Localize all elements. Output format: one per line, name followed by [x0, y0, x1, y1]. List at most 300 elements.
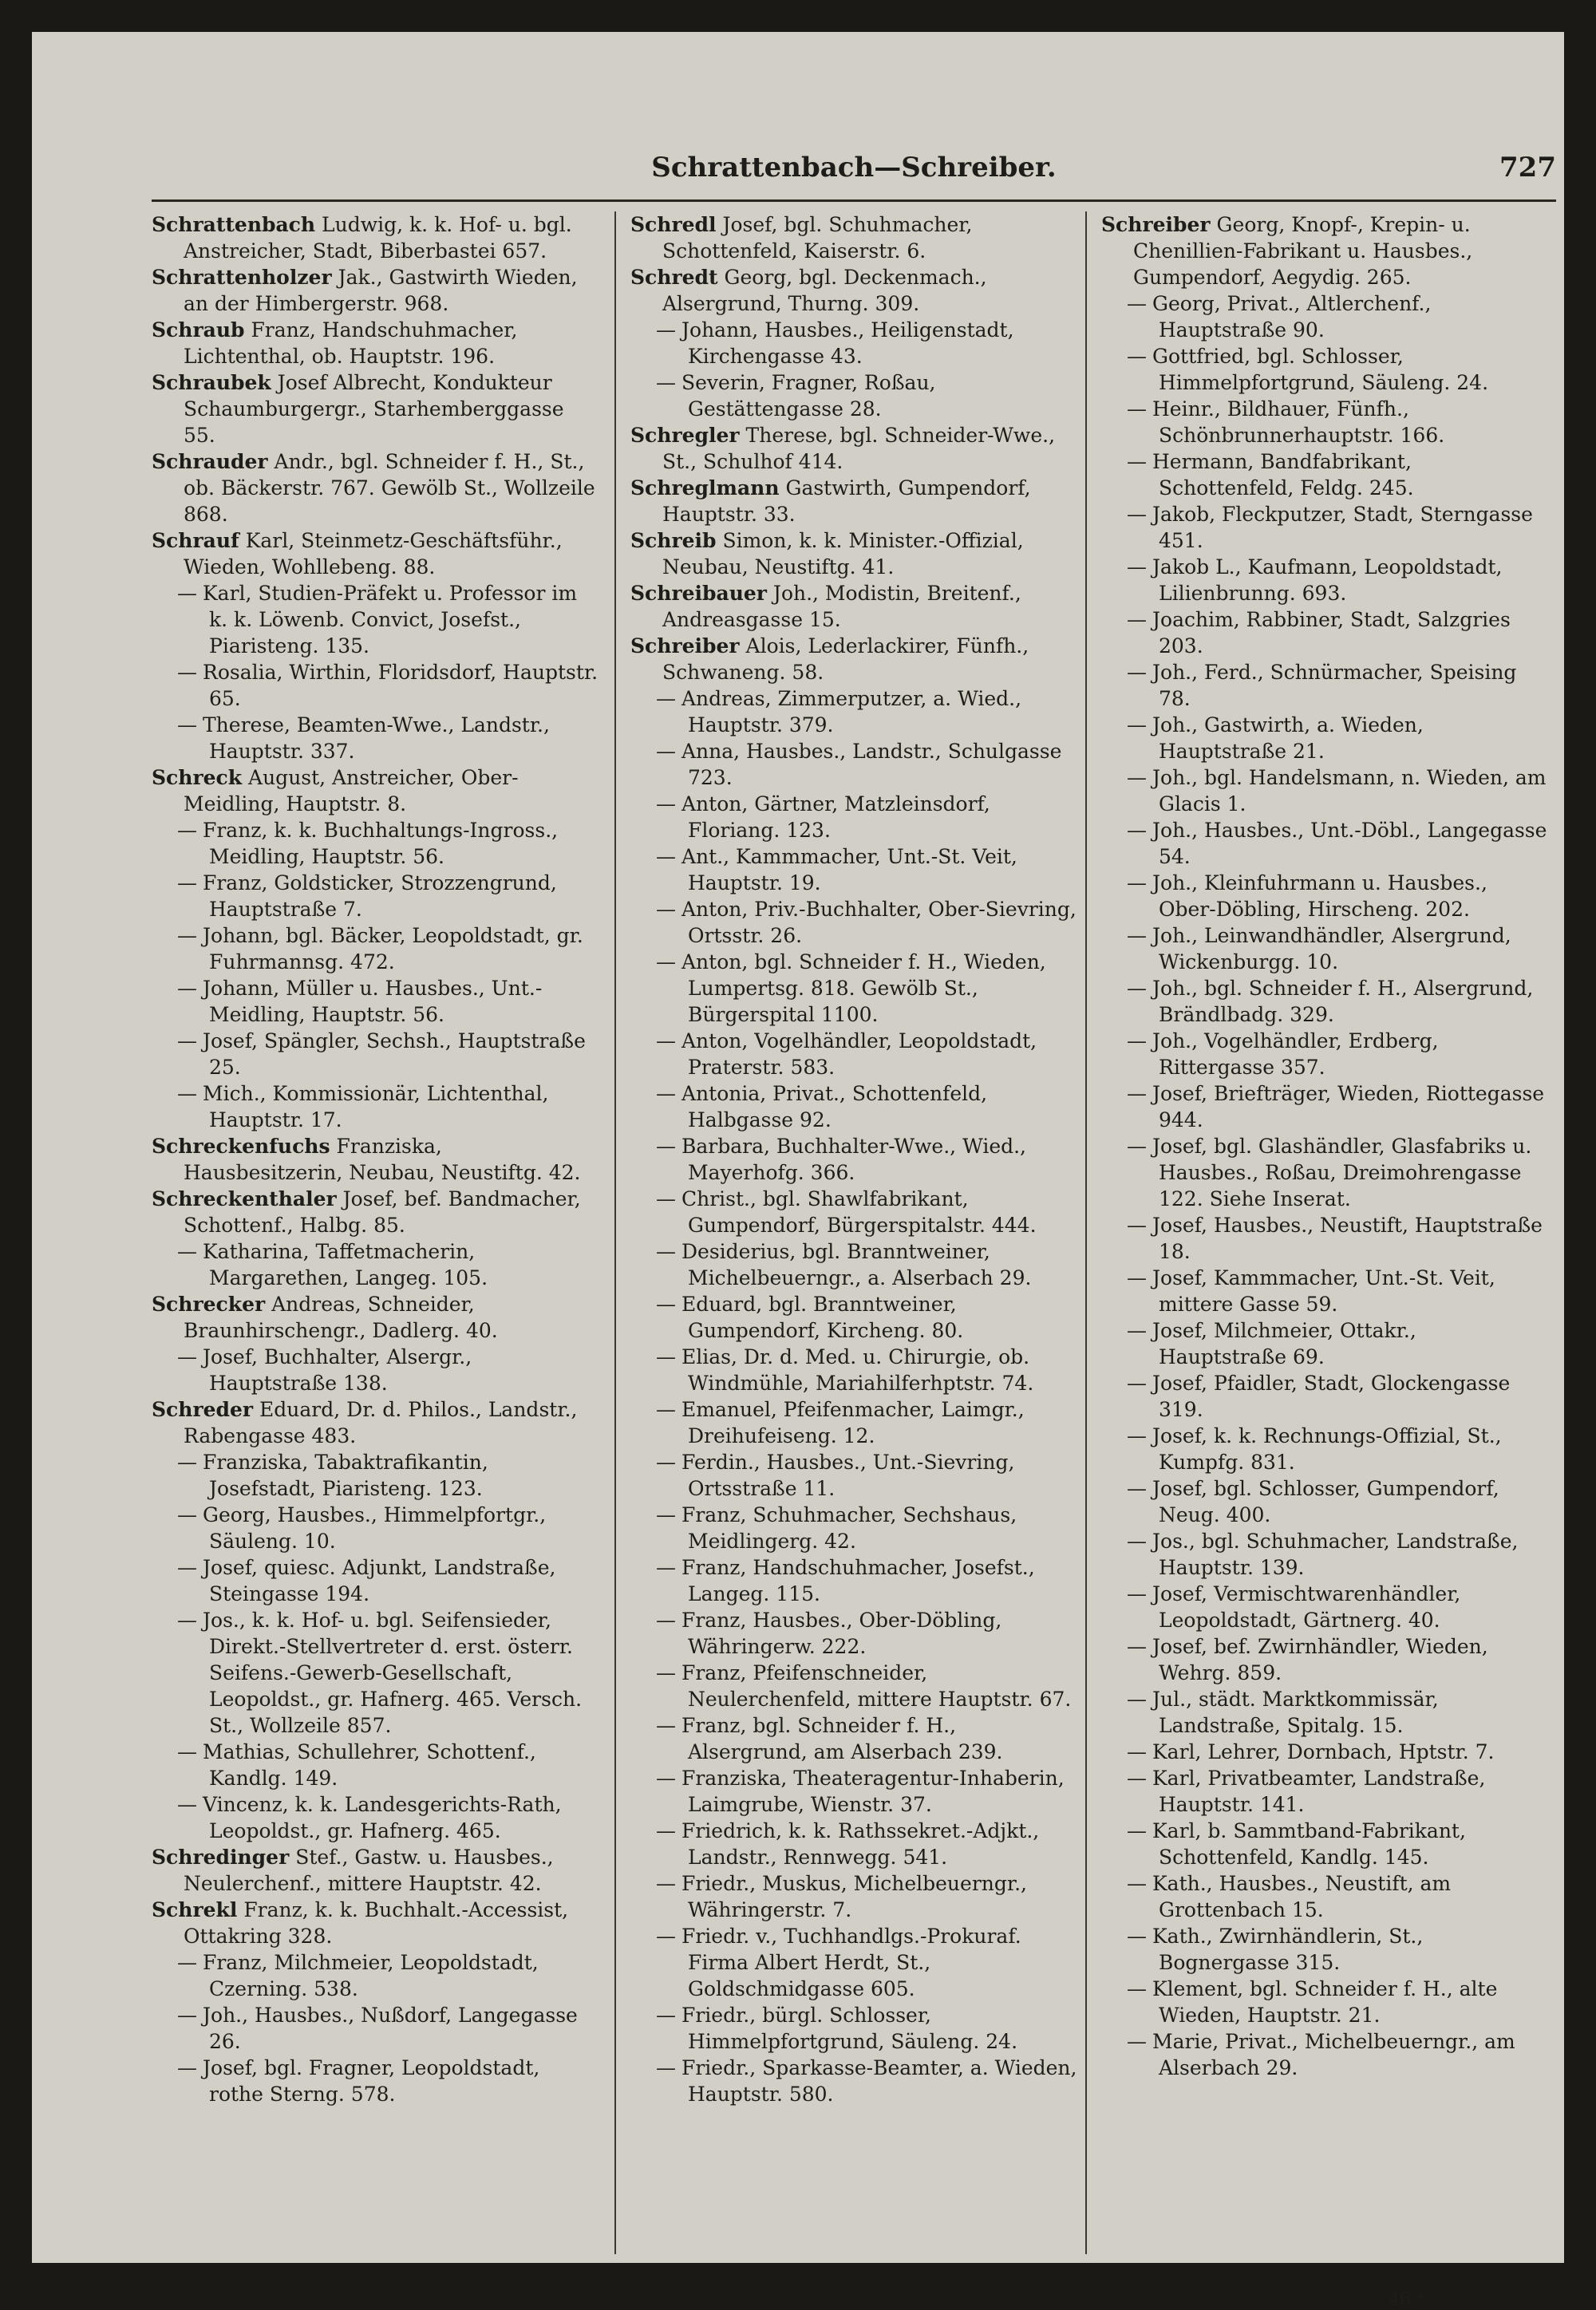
- directory-entry: [630, 2055, 1077, 2107]
- entry-text: Joh., Leinwandhändler, Alsergrund, Wickenburgg. 10.: [1152, 924, 1511, 973]
- entry-text: Josef Albrecht, Kondukteur Schaumburgergr., Starhemberggasse 55.: [184, 371, 564, 447]
- ditto-dash: —: [177, 1609, 197, 1632]
- entry-text: Georg, Knopf-, Krepin- u. Chenillien-Fabrikant u. Hausbes., Gumpendorf, Aegydig. 265.: [1133, 213, 1473, 289]
- ditto-dash: —: [1127, 1688, 1147, 1711]
- entry-text: Franz, Handschuhmacher, Josefst., Langeg. 115.: [681, 1556, 1035, 1605]
- entry-text: Johann, Müller u. Hausbes., Unt.-Meidling, Hauptstr. 56.: [203, 977, 543, 1026]
- ditto-dash: —: [177, 819, 197, 842]
- ditto-dash: —: [1127, 1082, 1147, 1105]
- entry-text: Josef, Pfaidler, Stadt, Glockengasse 319.: [1152, 1372, 1511, 1421]
- directory-entry: [1101, 1528, 1548, 1581]
- ditto-dash: —: [177, 1503, 197, 1526]
- entry-text: Mich., Kommissionär, Lichtenthal, Hauptstr. 17.: [203, 1082, 549, 1131]
- entry-surname: Schredl: [630, 213, 717, 236]
- entry-text: Franz, k. k. Buchhaltungs-Ingross., Meidling, Hauptstr. 56.: [203, 819, 559, 868]
- entry-text: Josef, bgl. Schuhmacher, Schottenfeld, Kaiserstr. 6.: [662, 213, 973, 263]
- entry-text: Johann, bgl. Bäcker, Leopoldstadt, gr. Fuhrmannsg. 472.: [203, 924, 583, 973]
- ditto-dash: —: [656, 1029, 676, 1052]
- entry-text: Rosalia, Wirthin, Floridsdorf, Hauptstr. 65.: [203, 661, 598, 710]
- entry-text: Franz, bgl. Schneider f. H., Alsergrund, am Alserbach 239.: [681, 1714, 1003, 1763]
- directory-entry: [1101, 501, 1548, 554]
- ditto-dash: —: [1127, 1029, 1147, 1052]
- ditto-dash: —: [177, 582, 197, 605]
- entry-text: Jul., städt. Marktkommissär, Landstraße, Spitalg. 15.: [1152, 1688, 1439, 1737]
- entry-text: Georg, bgl. Deckenmach., Alsergrund, Thurng. 309.: [662, 266, 987, 315]
- ditto-dash: —: [177, 1740, 197, 1763]
- directory-entry: [1101, 1818, 1548, 1870]
- directory-entry: [630, 1186, 1077, 1238]
- entry-text: Friedr. v., Tuchhandlgs.-Prokuraf. Firma Albert Herdt, St., Goldschmidgasse 605.: [681, 1925, 1021, 2000]
- directory-entry: [152, 1186, 598, 1238]
- entry-text: Josef, Buchhalter, Alsergr., Hauptstraße 138.: [203, 1345, 472, 1395]
- entry-text: Josef, k. k. Rechnungs-Offizial, St., Kumpfg. 831.: [1152, 1424, 1502, 1474]
- ditto-dash: —: [656, 1925, 676, 1948]
- ditto-dash: —: [1127, 1266, 1147, 1289]
- directory-entry: [630, 896, 1077, 949]
- entry-surname: Schraub: [152, 318, 245, 342]
- entry-surname: Schrekl: [152, 1898, 238, 1921]
- directory-entry: [152, 1344, 598, 1396]
- entry-text: Karl, Lehrer, Dornbach, Hptstr. 7.: [1152, 1740, 1495, 1763]
- entry-text: Ludwig, k. k. Hof- u. bgl. Anstreicher, Stadt, Biberbastei 657.: [184, 213, 572, 263]
- column-divider: [1085, 211, 1087, 2254]
- directory-entry: [630, 949, 1077, 1028]
- ditto-dash: —: [656, 1819, 676, 1842]
- directory-entry: [152, 1791, 598, 1844]
- ditto-dash: —: [177, 2056, 197, 2079]
- entry-surname: Schrauf: [152, 529, 239, 552]
- ditto-dash: —: [1127, 555, 1147, 578]
- entry-text: Eduard, bgl. Branntweiner, Gumpendorf, Kircheng. 80.: [681, 1293, 964, 1342]
- entry-text: Josef, bgl. Fragner, Leopoldstadt, rothe Sterng. 578.: [203, 2056, 540, 2106]
- directory-entry: [630, 580, 1077, 633]
- ditto-dash: —: [1127, 713, 1147, 736]
- entry-surname: Schredt: [630, 266, 718, 289]
- entry-text: Joh., Vogelhändler, Erdberg, Rittergasse 357.: [1152, 1029, 1439, 1079]
- directory-entry: [1101, 1028, 1548, 1080]
- directory-entry: [630, 1607, 1077, 1660]
- entry-text: Franz, Hausbes., Ober-Döbling, Währingerw. 222.: [681, 1609, 1002, 1658]
- column-1: [152, 211, 598, 2254]
- entry-surname: Schrattenholzer: [152, 266, 332, 289]
- directory-entry: [1101, 975, 1548, 1028]
- directory-entry: [630, 369, 1077, 422]
- directory-entry: [1101, 1633, 1548, 1686]
- entry-text: Joachim, Rabbiner, Stadt, Salzgries 203.: [1152, 608, 1511, 657]
- ditto-dash: —: [177, 977, 197, 1000]
- directory-entry: [152, 369, 598, 448]
- directory-entry: [1101, 1976, 1548, 2028]
- ditto-dash: —: [1127, 1977, 1147, 2000]
- entry-text: Friedr., Sparkasse-Beamter, a. Wieden, Hauptstr. 580.: [681, 2056, 1077, 2106]
- entry-text: Antonia, Privat., Schottenfeld, Halbgasse 92.: [681, 1082, 988, 1131]
- entry-text: Josef, bgl. Glashändler, Glasfabriks u. Hausbes., Roßau, Dreimohrengasse 122. Siehe Inserat.: [1152, 1135, 1532, 1210]
- ditto-dash: —: [656, 1714, 676, 1737]
- ditto-dash: —: [1127, 1424, 1147, 1447]
- entry-surname: Schreckenfuchs: [152, 1135, 330, 1158]
- entry-text: Andr., bgl. Schneider f. H., St., ob. Bäckerstr. 767. Gewölb St., Wollzeile 868.: [184, 450, 595, 526]
- ditto-dash: —: [656, 950, 676, 973]
- ditto-dash: —: [656, 1609, 676, 1632]
- directory-entry: [630, 211, 1077, 264]
- directory-entry: [1101, 1265, 1548, 1317]
- entry-text: Franziska, Theateragentur-Inhaberin, Laimgrube, Wienstr. 37.: [681, 1767, 1065, 1816]
- signature-mark: 46 *: [1389, 2290, 1425, 2310]
- directory-entry: [630, 317, 1077, 369]
- directory-entry: [630, 1818, 1077, 1870]
- directory-entry: [630, 1396, 1077, 1449]
- ditto-dash: —: [1127, 819, 1147, 842]
- ditto-dash: —: [656, 1187, 676, 1210]
- entry-text: Christ., bgl. Shawlfabrikant, Gumpendorf, Bürgerspitalstr. 444.: [681, 1187, 1037, 1237]
- entry-text: Georg, Hausbes., Himmelpfortgr., Säuleng. 10.: [203, 1503, 547, 1553]
- directory-entry: [152, 1897, 598, 1949]
- directory-entry: [152, 2002, 598, 2055]
- directory-entry: [152, 1502, 598, 1554]
- entry-text: Jak., Gastwirth Wieden, an der Himbergerstr. 968.: [184, 266, 578, 315]
- directory-entry: [630, 1923, 1077, 2002]
- directory-entry: [1101, 396, 1548, 448]
- entry-text: Vincenz, k. k. Landesgerichts-Rath, Leopoldst., gr. Hafnerg. 465.: [203, 1793, 562, 1842]
- entry-text: Jakob, Fleckputzer, Stadt, Sterngasse 451.: [1152, 503, 1533, 552]
- ditto-dash: —: [1127, 871, 1147, 894]
- directory-entry: [630, 1238, 1077, 1291]
- entry-surname: Schreiber: [630, 634, 740, 657]
- directory-entry: [152, 1739, 598, 1791]
- ditto-dash: —: [1127, 450, 1147, 473]
- ditto-dash: —: [1127, 1214, 1147, 1237]
- ditto-dash: —: [177, 1345, 197, 1368]
- directory-entry: [152, 712, 598, 764]
- entry-text: Franziska, Tabaktrafikantin, Josefstadt, Piaristeng. 123.: [203, 1451, 488, 1500]
- entry-text: Therese, bgl. Schneider-Wwe., St., Schulhof 414.: [662, 424, 1056, 473]
- directory-entry: [630, 1712, 1077, 1765]
- entry-text: Gastwirth, Gumpendorf, Hauptstr. 33.: [662, 476, 1031, 526]
- entry-surname: Schreibauer: [630, 582, 767, 605]
- ditto-dash: —: [177, 1240, 197, 1263]
- ditto-dash: —: [656, 1451, 676, 1474]
- entry-text: Karl, Privatbeamter, Landstraße, Hauptstr. 141.: [1152, 1767, 1486, 1816]
- entry-text: Ant., Kammmacher, Unt.-St. Veit, Hauptstr. 19.: [681, 845, 1017, 894]
- directory-entry: [152, 1133, 598, 1186]
- entry-text: August, Anstreicher, Ober-Meidling, Hauptstr. 8.: [184, 766, 519, 815]
- ditto-dash: —: [1127, 1740, 1147, 1763]
- directory-entry: [630, 422, 1077, 475]
- entry-text: Andreas, Zimmerputzer, a. Wied., Hauptstr. 379.: [681, 687, 1022, 736]
- directory-entry: [1101, 1370, 1548, 1423]
- entry-text: Friedrich, k. k. Rathssekret.-Adjkt., Landstr., Rennwegg. 541.: [681, 1819, 1040, 1869]
- directory-entry: [630, 264, 1077, 317]
- ditto-dash: —: [177, 871, 197, 894]
- directory-entry: [1101, 1475, 1548, 1528]
- entry-text: Franz, Milchmeier, Leopoldstadt, Czerning. 538.: [203, 1951, 539, 2000]
- directory-entry: [1101, 922, 1548, 975]
- directory-entry: [152, 922, 598, 975]
- directory-entry: [152, 264, 598, 317]
- entry-text: Katharina, Taffetmacherin, Margarethen, Langeg. 105.: [203, 1240, 488, 1289]
- directory-entry: [1101, 764, 1548, 817]
- entry-surname: Schregler: [630, 424, 740, 447]
- directory-entry: [1101, 554, 1548, 606]
- ditto-dash: —: [177, 1951, 197, 1974]
- entry-surname: Schreck: [152, 766, 243, 789]
- directory-entry: [630, 527, 1077, 580]
- entry-text: Joh., Modistin, Breitenf., Andreasgasse 15.: [662, 582, 1021, 631]
- entry-text: Franz, Schuhmacher, Sechshaus, Meidlingerg. 42.: [681, 1503, 1017, 1553]
- ditto-dash: —: [1127, 1135, 1147, 1158]
- ditto-dash: —: [656, 1503, 676, 1526]
- ditto-dash: —: [656, 1661, 676, 1684]
- entry-text: Franz, Pfeifenschneider, Neulerchenfeld, mittere Hauptstr. 67.: [681, 1661, 1072, 1711]
- directory-entry: [152, 1844, 598, 1897]
- entry-text: Alois, Lederlackirer, Fünfh., Schwaneng. 58.: [662, 634, 1029, 684]
- page-number: 727: [1499, 152, 1556, 184]
- directory-entry: [630, 1344, 1077, 1396]
- ditto-dash: —: [656, 1293, 676, 1316]
- directory-entry: [630, 738, 1077, 791]
- entry-text: Josef, bef. Bandmacher, Schottenf., Halbg. 85.: [184, 1187, 581, 1237]
- ditto-dash: —: [1127, 661, 1147, 684]
- column-divider: [614, 211, 616, 2254]
- ditto-dash: —: [656, 687, 676, 710]
- directory-entry: [152, 1949, 598, 2002]
- entry-text: Elias, Dr. d. Med. u. Chirurgie, ob. Windmühle, Mariahilferhptstr. 74.: [681, 1345, 1034, 1395]
- entry-text: Simon, k. k. Minister.-Offizial, Neubau, Neustiftg. 41.: [662, 529, 1024, 578]
- directory-entry: [1101, 1423, 1548, 1475]
- directory-entry: [1101, 606, 1548, 659]
- entry-surname: Schraubek: [152, 371, 271, 394]
- ditto-dash: —: [656, 1767, 676, 1790]
- entry-surname: Schrecker: [152, 1293, 266, 1316]
- entry-text: Josef, quiesc. Adjunkt, Landstraße, Steingasse 194.: [203, 1556, 556, 1605]
- entry-text: Josef, Spängler, Sechsh., Hauptstraße 25.: [203, 1029, 586, 1079]
- directory-entry: [152, 1291, 598, 1344]
- ditto-dash: —: [656, 898, 676, 921]
- directory-entry: [1101, 1317, 1548, 1370]
- header-rule: [152, 199, 1556, 202]
- entry-text: Kath., Zwirnhändlerin, St., Bognergasse 315.: [1152, 1925, 1424, 1974]
- entry-text: Kath., Hausbes., Neustift, am Grottenbach 15.: [1152, 1872, 1452, 1921]
- ditto-dash: —: [656, 1135, 676, 1158]
- directory-entry: [1101, 817, 1548, 870]
- directory-entry: [152, 1028, 598, 1080]
- entry-text: Jos., k. k. Hof- u. bgl. Seifensieder, Direkt.-Stellvertreter d. erst. österr. Seifens.-Gewerb-Gesellschaft, Leopoldst., gr. Hafnerg. 465. Versch. St., Wollzeile 857.: [203, 1609, 583, 1737]
- entry-text: Jakob L., Kaufmann, Leopoldstadt, Lilienbrunng. 693.: [1152, 555, 1503, 605]
- ditto-dash: —: [1127, 977, 1147, 1000]
- entry-text: Johann, Hausbes., Heiligenstadt, Kirchengasse 43.: [681, 318, 1014, 368]
- directory-entry: [1101, 1686, 1548, 1739]
- ditto-dash: —: [1127, 608, 1147, 631]
- entry-text: Gottfried, bgl. Schlosser, Himmelpfortgrund, Säuleng. 24.: [1152, 345, 1489, 394]
- entry-surname: Schreib: [630, 529, 717, 552]
- ditto-dash: —: [1127, 1819, 1147, 1842]
- directory-entry: [630, 1554, 1077, 1607]
- entry-text: Emanuel, Pfeifenmacher, Laimgr., Dreihufeiseng. 12.: [681, 1398, 1025, 1447]
- directory-entry: [152, 764, 598, 817]
- entry-surname: Schrauder: [152, 450, 268, 473]
- entry-text: Eduard, Dr. d. Philos., Landstr., Rabengasse 483.: [184, 1398, 578, 1447]
- directory-entry: [1101, 1080, 1548, 1133]
- column-3: [1101, 211, 1548, 2254]
- directory-entry: [1101, 290, 1548, 343]
- ditto-dash: —: [656, 371, 676, 394]
- entry-text: Marie, Privat., Michelbeuerngr., am Alserbach 29.: [1152, 2030, 1515, 2079]
- directory-entry: [152, 1080, 598, 1133]
- ditto-dash: —: [1127, 1372, 1147, 1395]
- directory-entry: [1101, 659, 1548, 712]
- ditto-dash: —: [656, 1872, 676, 1895]
- directory-entry: [1101, 1870, 1548, 1923]
- ditto-dash: —: [656, 1082, 676, 1105]
- ditto-dash: —: [656, 1345, 676, 1368]
- directory-entry: [630, 1080, 1077, 1133]
- ditto-dash: —: [656, 740, 676, 763]
- ditto-dash: —: [1127, 1925, 1147, 1948]
- ditto-dash: —: [656, 1398, 676, 1421]
- entry-surname: Schredinger: [152, 1846, 290, 1869]
- directory-entry: [630, 791, 1077, 843]
- running-title: Schrattenbach—Schreiber.: [651, 152, 1057, 184]
- entry-text: Joh., Gastwirth, a. Wieden, Hauptstraße 21.: [1152, 713, 1424, 763]
- ditto-dash: —: [177, 1029, 197, 1052]
- ditto-dash: —: [1127, 292, 1147, 315]
- entry-text: Mathias, Schullehrer, Schottenf., Kandlg. 149.: [203, 1740, 536, 1790]
- entry-surname: Schreder: [152, 1398, 254, 1421]
- ditto-dash: —: [1127, 1530, 1147, 1553]
- directory-entry: [630, 475, 1077, 527]
- entry-text: Josef, Milchmeier, Ottakr., Hauptstraße 69.: [1152, 1319, 1416, 1368]
- entry-text: Josef, Kammmacher, Unt.-St. Veit, mittere Gasse 59.: [1152, 1266, 1495, 1316]
- entry-surname: Schreiber: [1101, 213, 1211, 236]
- entry-text: Barbara, Buchhalter-Wwe., Wied., Mayerhofg. 366.: [681, 1135, 1027, 1184]
- directory-entry: [1101, 2028, 1548, 2081]
- directory-entry: [1101, 1923, 1548, 1976]
- entry-text: Therese, Beamten-Wwe., Landstr., Hauptstr. 337.: [203, 713, 550, 763]
- entry-text: Josef, bgl. Schlosser, Gumpendorf, Neug. 400.: [1152, 1477, 1499, 1526]
- directory-entry: [152, 580, 598, 659]
- ditto-dash: —: [656, 792, 676, 815]
- ditto-dash: —: [656, 2004, 676, 2027]
- ditto-dash: —: [177, 1556, 197, 1579]
- entry-text: Josef, Briefträger, Wieden, Riottegasse 944.: [1152, 1082, 1545, 1131]
- directory-entry: [1101, 343, 1548, 396]
- entry-text: Franziska, Hausbesitzerin, Neubau, Neustiftg. 42.: [184, 1135, 581, 1184]
- entry-text: Joh., bgl. Schneider f. H., Alsergrund, Brändlbadg. 329.: [1152, 977, 1534, 1026]
- entry-text: Klement, bgl. Schneider f. H., alte Wieden, Hauptstr. 21.: [1152, 1977, 1498, 2027]
- entry-surname: Schreglmann: [630, 476, 780, 500]
- entry-text: Friedr., Muskus, Michelbeuerngr., Währingerstr. 7.: [681, 1872, 1027, 1921]
- directory-entry: [152, 870, 598, 922]
- entry-text: Friedr., bürgl. Schlosser, Himmelpfortgrund, Säuleng. 24.: [681, 2004, 1018, 2053]
- entry-text: Franz, k. k. Buchhalt.-Accessist, Ottakring 328.: [184, 1898, 569, 1948]
- entry-text: Heinr., Bildhauer, Fünfh., Schönbrunnerhauptstr. 166.: [1152, 397, 1445, 447]
- entry-text: Joh., Kleinfuhrmann u. Hausbes., Ober-Döbling, Hirscheng. 202.: [1152, 871, 1487, 921]
- ditto-dash: —: [1127, 1477, 1147, 1500]
- directory-entry: [152, 1449, 598, 1502]
- entry-text: Joh., bgl. Handelsmann, n. Wieden, am Glacis 1.: [1152, 766, 1547, 815]
- directory-entry: [152, 1607, 598, 1739]
- ditto-dash: —: [1127, 397, 1147, 421]
- directory-entry: [1101, 448, 1548, 501]
- ditto-dash: —: [177, 713, 197, 736]
- directory-entry: [1101, 1212, 1548, 1265]
- directory-entry: [152, 1238, 598, 1291]
- entry-text: Anton, Vogelhändler, Leopoldstadt, Praterstr. 583.: [681, 1029, 1037, 1079]
- entry-text: Joh., Hausbes., Unt.-Döbl., Langegasse 54.: [1152, 819, 1547, 868]
- directory-entry: [1101, 1133, 1548, 1212]
- ditto-dash: —: [1127, 1767, 1147, 1790]
- entry-text: Karl, Steinmetz-Geschäftsführ., Wieden, Wohllebeng. 88.: [184, 529, 563, 578]
- entry-text: Jos., bgl. Schuhmacher, Landstraße, Hauptstr. 139.: [1152, 1530, 1519, 1579]
- directory-page: [32, 32, 1564, 2310]
- directory-entry: [630, 1660, 1077, 1712]
- directory-entry: [152, 2055, 598, 2107]
- ditto-dash: —: [1127, 1872, 1147, 1895]
- entry-text: Anton, Gärtner, Matzleinsdorf, Floriang. 123.: [681, 792, 990, 842]
- ditto-dash: —: [177, 1793, 197, 1816]
- directory-entry: [1101, 1581, 1548, 1633]
- entry-text: Karl, b. Sammtband-Fabrikant, Schottenfeld, Kandlg. 145.: [1152, 1819, 1466, 1869]
- ditto-dash: —: [177, 1082, 197, 1105]
- entry-text: Karl, Studien-Präfekt u. Professor im k. k. Löwenb. Convict, Josefst., Piaristeng. 135.: [203, 582, 578, 657]
- directory-entry: [152, 1396, 598, 1449]
- directory-entry: [630, 1765, 1077, 1818]
- directory-entry: [630, 685, 1077, 738]
- entry-text: Josef, Vermischtwarenhändler, Leopoldstadt, Gärtnerg. 40.: [1152, 1582, 1461, 1632]
- entry-surname: Schreckenthaler: [152, 1187, 337, 1210]
- directory-entry: [152, 659, 598, 712]
- directory-entry: [630, 1449, 1077, 1502]
- directory-entry: [152, 448, 598, 527]
- ditto-dash: —: [1127, 503, 1147, 526]
- entry-text: Desiderius, bgl. Branntweiner, Michelbeuerngr., a. Alserbach 29.: [681, 1240, 1032, 1289]
- entry-text: Anton, bgl. Schneider f. H., Wieden, Lumpertsg. 818. Gewölb St., Bürgerspital 1100.: [681, 950, 1046, 1026]
- entry-text: Joh., Ferd., Schnürmacher, Speising 78.: [1152, 661, 1517, 710]
- entry-text: Josef, bef. Zwirnhändler, Wieden, Wehrg. 859.: [1152, 1635, 1488, 1684]
- directory-entry: [152, 975, 598, 1028]
- directory-entry: [1101, 712, 1548, 764]
- ditto-dash: —: [656, 318, 676, 342]
- ditto-dash: —: [1127, 345, 1147, 368]
- ditto-dash: —: [177, 661, 197, 684]
- entry-text: Joh., Hausbes., Nußdorf, Langegasse 26.: [203, 2004, 578, 2053]
- entry-text: Josef, Hausbes., Neustift, Hauptstraße 18.: [1152, 1214, 1543, 1263]
- entry-text: Ferdin., Hausbes., Unt.-Sievring, Ortsstraße 11.: [681, 1451, 1015, 1500]
- entry-text: Anton, Priv.-Buchhalter, Ober-Sievring, Ortsstr. 26.: [681, 898, 1077, 947]
- directory-entry: [152, 817, 598, 870]
- directory-entry: [1101, 870, 1548, 922]
- entry-text: Andreas, Schneider, Braunhirschengr., Dadlerg. 40.: [184, 1293, 498, 1342]
- entry-text: Franz, Goldsticker, Strozzengrund, Hauptstraße 7.: [203, 871, 557, 921]
- entry-text: Anna, Hausbes., Landstr., Schulgasse 723.: [681, 740, 1062, 789]
- directory-entry: [630, 1502, 1077, 1554]
- ditto-dash: —: [1127, 1319, 1147, 1342]
- entry-text: Georg, Privat., Altlerchenf., Hauptstraße 90.: [1152, 292, 1432, 342]
- ditto-dash: —: [1127, 766, 1147, 789]
- ditto-dash: —: [177, 924, 197, 947]
- directory-entry: [152, 1554, 598, 1607]
- ditto-dash: —: [656, 1556, 676, 1579]
- entry-text: Hermann, Bandfabrikant, Schottenfeld, Feldg. 245.: [1152, 450, 1414, 500]
- directory-entry: [630, 1291, 1077, 1344]
- directory-entry: [630, 1133, 1077, 1186]
- directory-entry: [630, 1028, 1077, 1080]
- ditto-dash: —: [177, 1451, 197, 1474]
- ditto-dash: —: [1127, 1635, 1147, 1658]
- ditto-dash: —: [656, 2056, 676, 2079]
- column-2: [630, 211, 1077, 2254]
- directory-entry: [152, 211, 598, 264]
